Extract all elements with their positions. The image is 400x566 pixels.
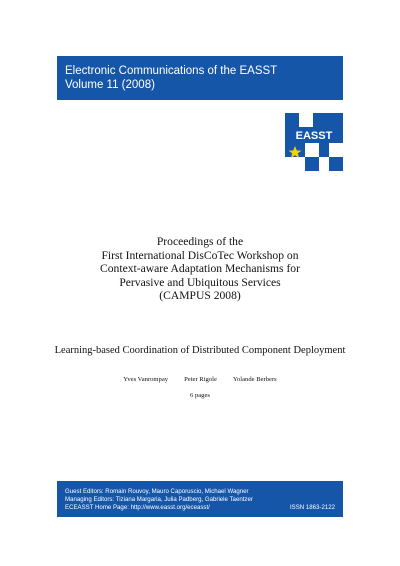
page-count: 6 pages [190, 392, 210, 399]
issn: ISSN 1863-2122 [289, 504, 335, 511]
proceedings-line: Proceedings of the [156, 235, 244, 248]
proceedings-title [57, 235, 343, 303]
logo-block [319, 143, 329, 157]
paper-title: Learning-based Coordination of Distributed Component Deployment [54, 345, 346, 356]
logo-block [305, 157, 319, 171]
home-page-row [65, 504, 335, 512]
logo-text: EASST [295, 130, 333, 142]
managing-editors: Managing Editors: Tiziana Margaria, Julia Padberg, Gabriele Taentzer [65, 496, 253, 503]
author-name: Peter Rigole [184, 376, 217, 383]
home-page [65, 504, 210, 512]
journal-header-band [57, 56, 343, 100]
easst-logo [285, 113, 343, 171]
author-name: Yolande Berbers [232, 376, 277, 383]
journal-name: Electronic Communications of the EASST [65, 65, 278, 77]
proceedings-line: Context-aware Adaptation Mechanisms for [100, 262, 300, 276]
home-page-link[interactable]: http://www.easst.org/eceasst/ [130, 504, 210, 511]
proceedings-line: First International DisCoTec Workshop on [101, 248, 299, 262]
author-name: Yves Vanrompay [123, 376, 169, 383]
logo-block [285, 113, 299, 127]
logo-block [313, 113, 343, 127]
editorial-footer-band [57, 481, 343, 517]
proceedings-line: (CAMPUS 2008) [159, 289, 241, 303]
journal-volume: Volume 11 (2008) [65, 79, 155, 91]
proceedings-line: Pervasive and Ubiquitous Services [119, 275, 281, 289]
guest-editors: Guest Editors: Romain Rouvoy, Mauro Caporuscio, Michael Wagner [65, 488, 249, 495]
home-page-label: ECEASST Home Page: [65, 504, 131, 511]
logo-block [329, 157, 343, 171]
author-list [57, 376, 343, 383]
logo-block [299, 113, 313, 127]
